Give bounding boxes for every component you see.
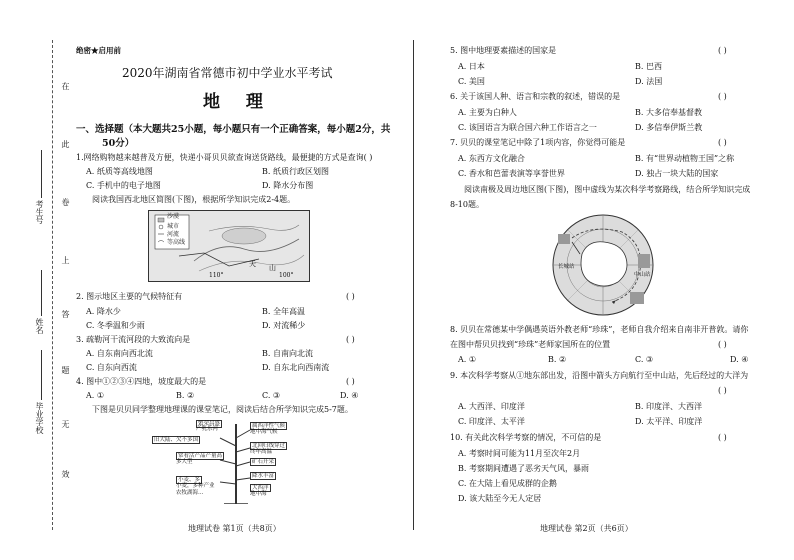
map-label-shan: 山 xyxy=(269,264,276,272)
q1-option-a[interactable]: A. 纸质等高线地图 xyxy=(86,167,153,176)
name-label: 姓名 xyxy=(35,318,44,334)
q3-option-d[interactable]: D. 自东北向西南流 xyxy=(262,363,330,372)
map-legend-contour: 等高线 xyxy=(167,239,186,246)
tree-box: 常看活产品产量高 xyxy=(178,453,223,459)
tree-box: 旧大陆、欠不多国 xyxy=(154,437,199,443)
reading-intro-3-cont: 8-10题。 xyxy=(450,200,484,209)
q2-option-a[interactable]: A. 降水少 xyxy=(86,307,121,316)
q1-option-b[interactable]: B. 纸质行政区划图 xyxy=(262,167,329,176)
antarctica-map xyxy=(552,214,654,316)
northwest-map xyxy=(148,210,310,282)
seal-char: 卷 xyxy=(61,198,70,206)
q8-option-b[interactable]: B. ② xyxy=(548,355,567,364)
map-label-tian: 天 xyxy=(249,260,256,268)
name-line xyxy=(41,270,42,316)
tree-box: 终年高温 xyxy=(250,449,273,455)
q5-option-a[interactable]: A. 日本 xyxy=(458,62,485,71)
question-5-stem: 5. 图中地理要素描述的国家是 xyxy=(450,46,557,55)
map-longitude-100: 100° xyxy=(279,272,294,279)
footer-left: 地理试卷 第1页（共8页） xyxy=(188,524,281,533)
q6-option-a[interactable]: A. 主要为白种人 xyxy=(458,108,517,117)
school-label: 毕业学校 xyxy=(35,402,44,434)
map-legend-city: 城市 xyxy=(167,223,180,230)
q8-option-d[interactable]: D. ④ xyxy=(730,355,749,364)
seal-char: 无 xyxy=(61,420,70,428)
q4-option-c[interactable]: C. ③ xyxy=(262,391,281,400)
question-3-stem: 3. 疏勒河干流河段的大致流向是 xyxy=(76,335,191,344)
reading-intro-2: 下图是贝贝同学整理地理课的课堂笔记，阅读后结合所学知识完成5-7题。 xyxy=(92,405,353,414)
exam-number-line xyxy=(41,150,42,198)
question-8-stem-cont: 在图中帮贝贝找到“珍珠”老师家国所在的位置 xyxy=(450,340,611,349)
section-heading: 一、选择题（本大题共25小题，每小题只有一个正确答案，每小题2分，共 xyxy=(76,124,391,135)
q9-option-a[interactable]: A. 大西洋、印度洋 xyxy=(458,402,525,411)
section-heading-cont: 50分） xyxy=(102,138,135,149)
tree-box: 农牧湖海… xyxy=(176,490,204,496)
seal-char: 上 xyxy=(61,256,70,264)
q3-answer-paren[interactable]: ( ) xyxy=(346,335,355,344)
q6-option-d[interactable]: D. 多信奉伊斯兰教 xyxy=(635,123,703,132)
q4-option-b[interactable]: B. ② xyxy=(176,391,195,400)
exam-number-label: 考生号 xyxy=(35,200,44,224)
tree-box: 繁荣昌盛 xyxy=(198,421,221,427)
q3-option-b[interactable]: B. 自南向北流 xyxy=(262,349,313,358)
tree-box: 小麦、多 xyxy=(178,477,201,483)
question-7-stem: 7. 贝贝的课堂笔记中除了1项内容，你觉得可能是 xyxy=(450,138,626,147)
confidential-mark: 绝密★启用前 xyxy=(76,46,121,55)
q10-option-c[interactable]: C. 在大陆上看见成群的企鹅 xyxy=(458,479,557,488)
question-4-stem: 4. 图中①②③④四地，坡度最大的是 xyxy=(76,377,207,386)
tree-box: 小麦，多种产业 xyxy=(176,483,215,489)
tree-box: 大西洋 xyxy=(252,485,269,491)
tree-box: 多大型 xyxy=(176,459,193,465)
q4-option-d[interactable]: D. ④ xyxy=(340,391,359,400)
q2-option-d[interactable]: D. 对流稀少 xyxy=(262,321,306,330)
q9-option-b[interactable]: B. 印度洋、大西洋 xyxy=(635,402,702,411)
q10-option-b[interactable]: B. 考察期间遭遇了恶劣天气风，暴雨 xyxy=(458,464,589,473)
map-legend-river: 河流 xyxy=(167,231,180,238)
q9-option-c[interactable]: C. 印度洋、太平洋 xyxy=(458,417,525,426)
question-1-stem: 1.网络购物越来越普及方便，快递小哥贝贝欲查询送货路线，最便捷的方式是查询( ) xyxy=(76,153,373,162)
subject-title: 地 理 xyxy=(203,92,273,112)
q10-option-d[interactable]: D. 该大陆至今无人定居 xyxy=(458,494,542,503)
map-legend-desert: 沙漠 xyxy=(167,213,180,220)
question-6-stem: 6. 关于该国人种、语言和宗教的叙述，错误的是 xyxy=(450,92,621,101)
q6-option-c[interactable]: C. 该国语言为联合国六种工作语言之一 xyxy=(458,123,597,132)
q7-option-b[interactable]: B. 有“世界动植物王国”之称 xyxy=(635,154,735,163)
tree-box: 属西洋性气候 xyxy=(252,423,286,429)
q4-answer-paren[interactable]: ( ) xyxy=(346,377,355,386)
q6-answer-paren[interactable]: ( ) xyxy=(718,92,727,101)
q6-option-b[interactable]: B. 大多信奉基督教 xyxy=(635,108,702,117)
zhongshan-station-label: 中山站 xyxy=(634,272,651,278)
seal-char: 在 xyxy=(61,82,70,90)
question-9-stem: 9. 本次科学考察从①地东部出发，沿图中箭头方向航行至中山站，先后经过的大洋为 xyxy=(450,371,749,380)
q7-option-a[interactable]: A. 东西方文化融合 xyxy=(458,154,525,163)
q10-option-a[interactable]: A. 考察时间可能为11月至次年2月 xyxy=(458,449,581,458)
q9-answer-paren[interactable]: ( ) xyxy=(718,386,727,395)
q9-option-d[interactable]: D. 太平洋、印度洋 xyxy=(635,417,703,426)
question-10-stem: 10. 有关此次科学考察的情况，不可信的是 xyxy=(450,433,602,442)
question-8-stem: 8. 贝贝在常德某中学偶遇英语外教老师“珍珠”，老师自我介绍来自南非开普敦。请你 xyxy=(450,325,749,334)
tree-box: 北回归线穿过 xyxy=(252,443,286,449)
binding-line xyxy=(52,40,53,530)
reading-intro-1: 阅读我国西北地区简图(下图)，根据所学知识完成2-4题。 xyxy=(92,195,296,204)
map-longitude-110: 110° xyxy=(209,272,224,279)
q10-answer-paren[interactable]: ( ) xyxy=(718,433,727,442)
q2-option-b[interactable]: B. 全年高温 xyxy=(262,307,305,316)
reading-intro-3: 阅读南极及周边地区图(下图)，图中虚线为某次科学考察路线，结合所学知识完成 xyxy=(464,185,751,194)
q8-option-c[interactable]: C. ③ xyxy=(635,355,654,364)
seal-char: 效 xyxy=(61,470,70,478)
q3-option-a[interactable]: A. 自东南向西北流 xyxy=(86,349,153,358)
q4-option-a[interactable]: A. ① xyxy=(86,391,105,400)
q2-answer-paren[interactable]: ( ) xyxy=(346,292,355,301)
exam-title: 2020年湖南省常德市初中学业水平考试 xyxy=(122,66,333,80)
seal-char: 答 xyxy=(61,310,70,318)
tree-box: 矿石开采 xyxy=(252,459,275,465)
seal-char: 此 xyxy=(61,140,70,148)
q5-option-d[interactable]: D. 法国 xyxy=(635,77,663,86)
q7-option-c[interactable]: C. 香水和芭蕾表演等享誉世界 xyxy=(458,169,565,178)
q3-option-c[interactable]: C. 自东向西流 xyxy=(86,363,137,372)
q1-option-d[interactable]: D. 降水分布图 xyxy=(262,181,314,190)
tree-box: 地中海 xyxy=(250,491,267,497)
q2-option-c[interactable]: C. 冬季温和少雨 xyxy=(86,321,145,330)
school-line xyxy=(41,350,42,400)
q7-option-d[interactable]: D. 独占一块大陆的国家 xyxy=(635,169,719,178)
question-2-stem: 2. 图示地区主要的气候特征有 xyxy=(76,292,183,301)
q5-option-c[interactable]: C. 美国 xyxy=(458,77,485,86)
tree-box: 地中海气候 xyxy=(250,429,278,435)
tree-box: 降水丰富 xyxy=(252,473,275,479)
q5-option-b[interactable]: B. 巴西 xyxy=(635,62,662,71)
q7-answer-paren[interactable]: ( ) xyxy=(718,138,727,147)
tree-box: 产乳乐河 xyxy=(196,426,219,432)
footer-right: 地理试卷 第2页（共6页） xyxy=(540,524,633,533)
notes-tree-diagram xyxy=(150,418,310,504)
q5-answer-paren[interactable]: ( ) xyxy=(718,46,727,55)
q8-option-a[interactable]: A. ① xyxy=(458,355,477,364)
q8-answer-paren[interactable]: ( ) xyxy=(718,340,727,349)
great-wall-station-label: 长城站 xyxy=(558,264,575,270)
q1-option-c[interactable]: C. 手机中的电子地图 xyxy=(86,181,161,190)
page-divider xyxy=(413,40,414,530)
seal-char: 题 xyxy=(61,366,70,374)
